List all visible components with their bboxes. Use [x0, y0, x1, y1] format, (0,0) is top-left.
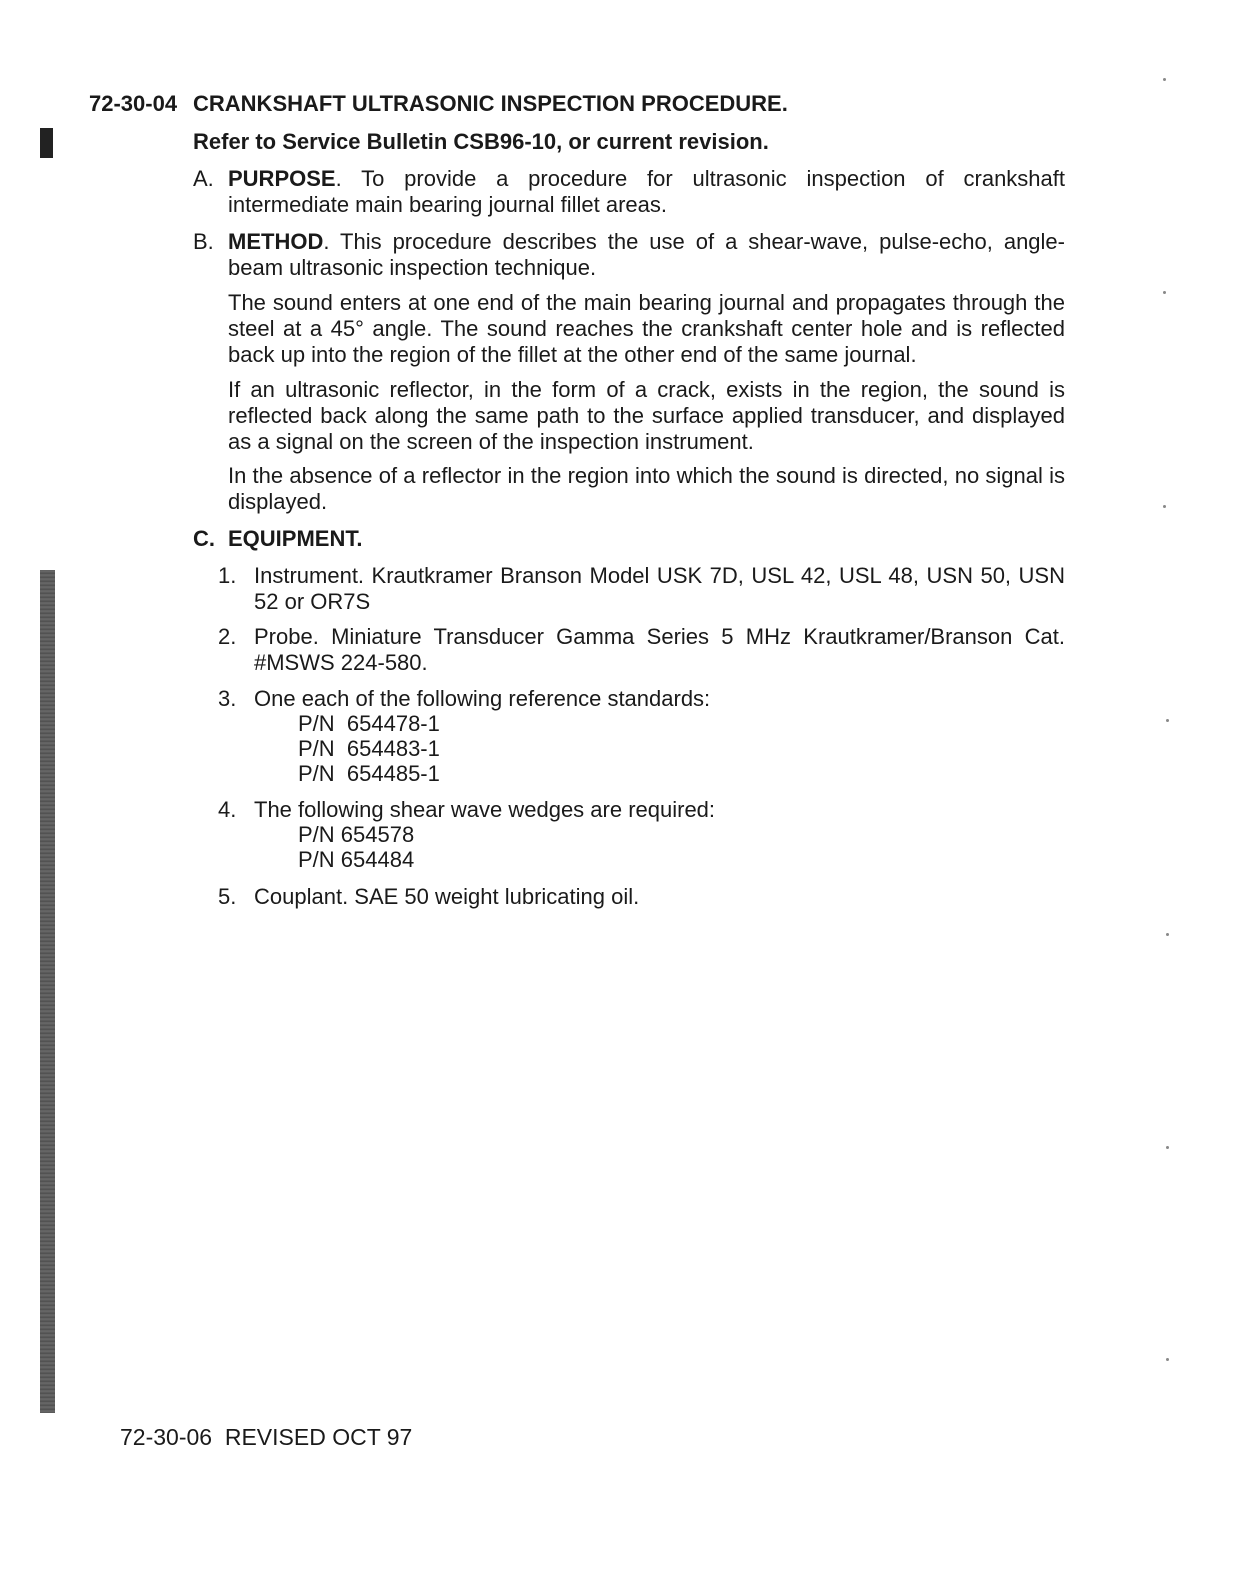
- wedge-part-number: P/N 654484: [298, 847, 415, 872]
- equipment-item-text: Probe. Miniature Transducer Gamma Series 5 MHz Krautkramer/Branson Cat. #MSWS 224-580.: [254, 624, 1065, 675]
- reference-standard-part-number: P/N 654483-1: [298, 736, 440, 761]
- method-letter: B.: [193, 229, 214, 254]
- method-heading: METHOD: [228, 229, 324, 254]
- scan-speck: [1166, 933, 1169, 936]
- section-title: CRANKSHAFT ULTRASONIC INSPECTION PROCEDURE.: [193, 91, 788, 116]
- section-number: 72-30-04: [89, 91, 178, 116]
- equipment-item-number: 2.: [218, 624, 237, 649]
- method-body-paragraph: The sound enters at one end of the main bearing journal and propagates through the steel at a 45° angle. The sound reaches the crankshaft center hole and is reflected back up into the region of the fillet at the other end of the same journal.: [228, 290, 1065, 367]
- change-bar-long: [40, 570, 55, 1413]
- scan-speck: [1163, 78, 1166, 81]
- scan-speck: [1166, 1358, 1169, 1361]
- equipment-item-text: Couplant. SAE 50 weight lubricating oil.: [254, 884, 640, 909]
- equipment-heading: EQUIPMENT.: [228, 526, 363, 551]
- method-paragraph: [228, 229, 1065, 281]
- scan-speck: [1166, 719, 1169, 722]
- purpose-paragraph: [228, 166, 1065, 218]
- equipment-item-number: 4.: [218, 797, 237, 822]
- scan-speck: [1166, 1146, 1169, 1149]
- method-text: . This procedure describes the use of a shear-wave, pulse-echo, angle-beam ultrasonic inspection technique.: [228, 229, 1065, 280]
- equipment-item-text: The following shear wave wedges are required:: [254, 797, 716, 822]
- purpose-text: . To provide a procedure for ultrasonic inspection of crankshaft intermediate main bearing journal fillet areas.: [228, 166, 1065, 217]
- equipment-letter: C.: [193, 526, 215, 551]
- scan-speck: [1163, 291, 1166, 294]
- reference-standard-part-number: P/N 654478-1: [298, 711, 440, 736]
- equipment-item-text: Instrument. Krautkramer Branson Model USK 7D, USL 42, USL 48, USN 50, USN 52 or OR7S: [254, 563, 1065, 614]
- purpose-heading: PURPOSE: [228, 166, 336, 191]
- purpose-letter: A.: [193, 166, 214, 191]
- method-body-paragraph: In the absence of a reflector in the region into which the sound is directed, no signal is displayed.: [228, 463, 1065, 514]
- reference-standard-part-number: P/N 654485-1: [298, 761, 440, 786]
- equipment-item-number: 3.: [218, 686, 237, 711]
- equipment-item-text: One each of the following reference standards:: [254, 686, 711, 711]
- scan-speck: [1163, 505, 1166, 508]
- wedge-part-number: P/N 654578: [298, 822, 415, 847]
- reference-note: Refer to Service Bulletin CSB96-10, or current revision.: [193, 129, 769, 154]
- method-body-paragraph: If an ultrasonic reflector, in the form of a crack, exists in the region, the sound is reflected back along the same path to the surface applied transducer, and displayed as a signal on the screen of the inspection instrument.: [228, 377, 1065, 454]
- equipment-item-number: 1.: [218, 563, 237, 588]
- change-bar-top: [40, 128, 53, 158]
- equipment-item-number: 5.: [218, 884, 237, 909]
- page-footer: 72-30-06 REVISED OCT 97: [120, 1424, 413, 1450]
